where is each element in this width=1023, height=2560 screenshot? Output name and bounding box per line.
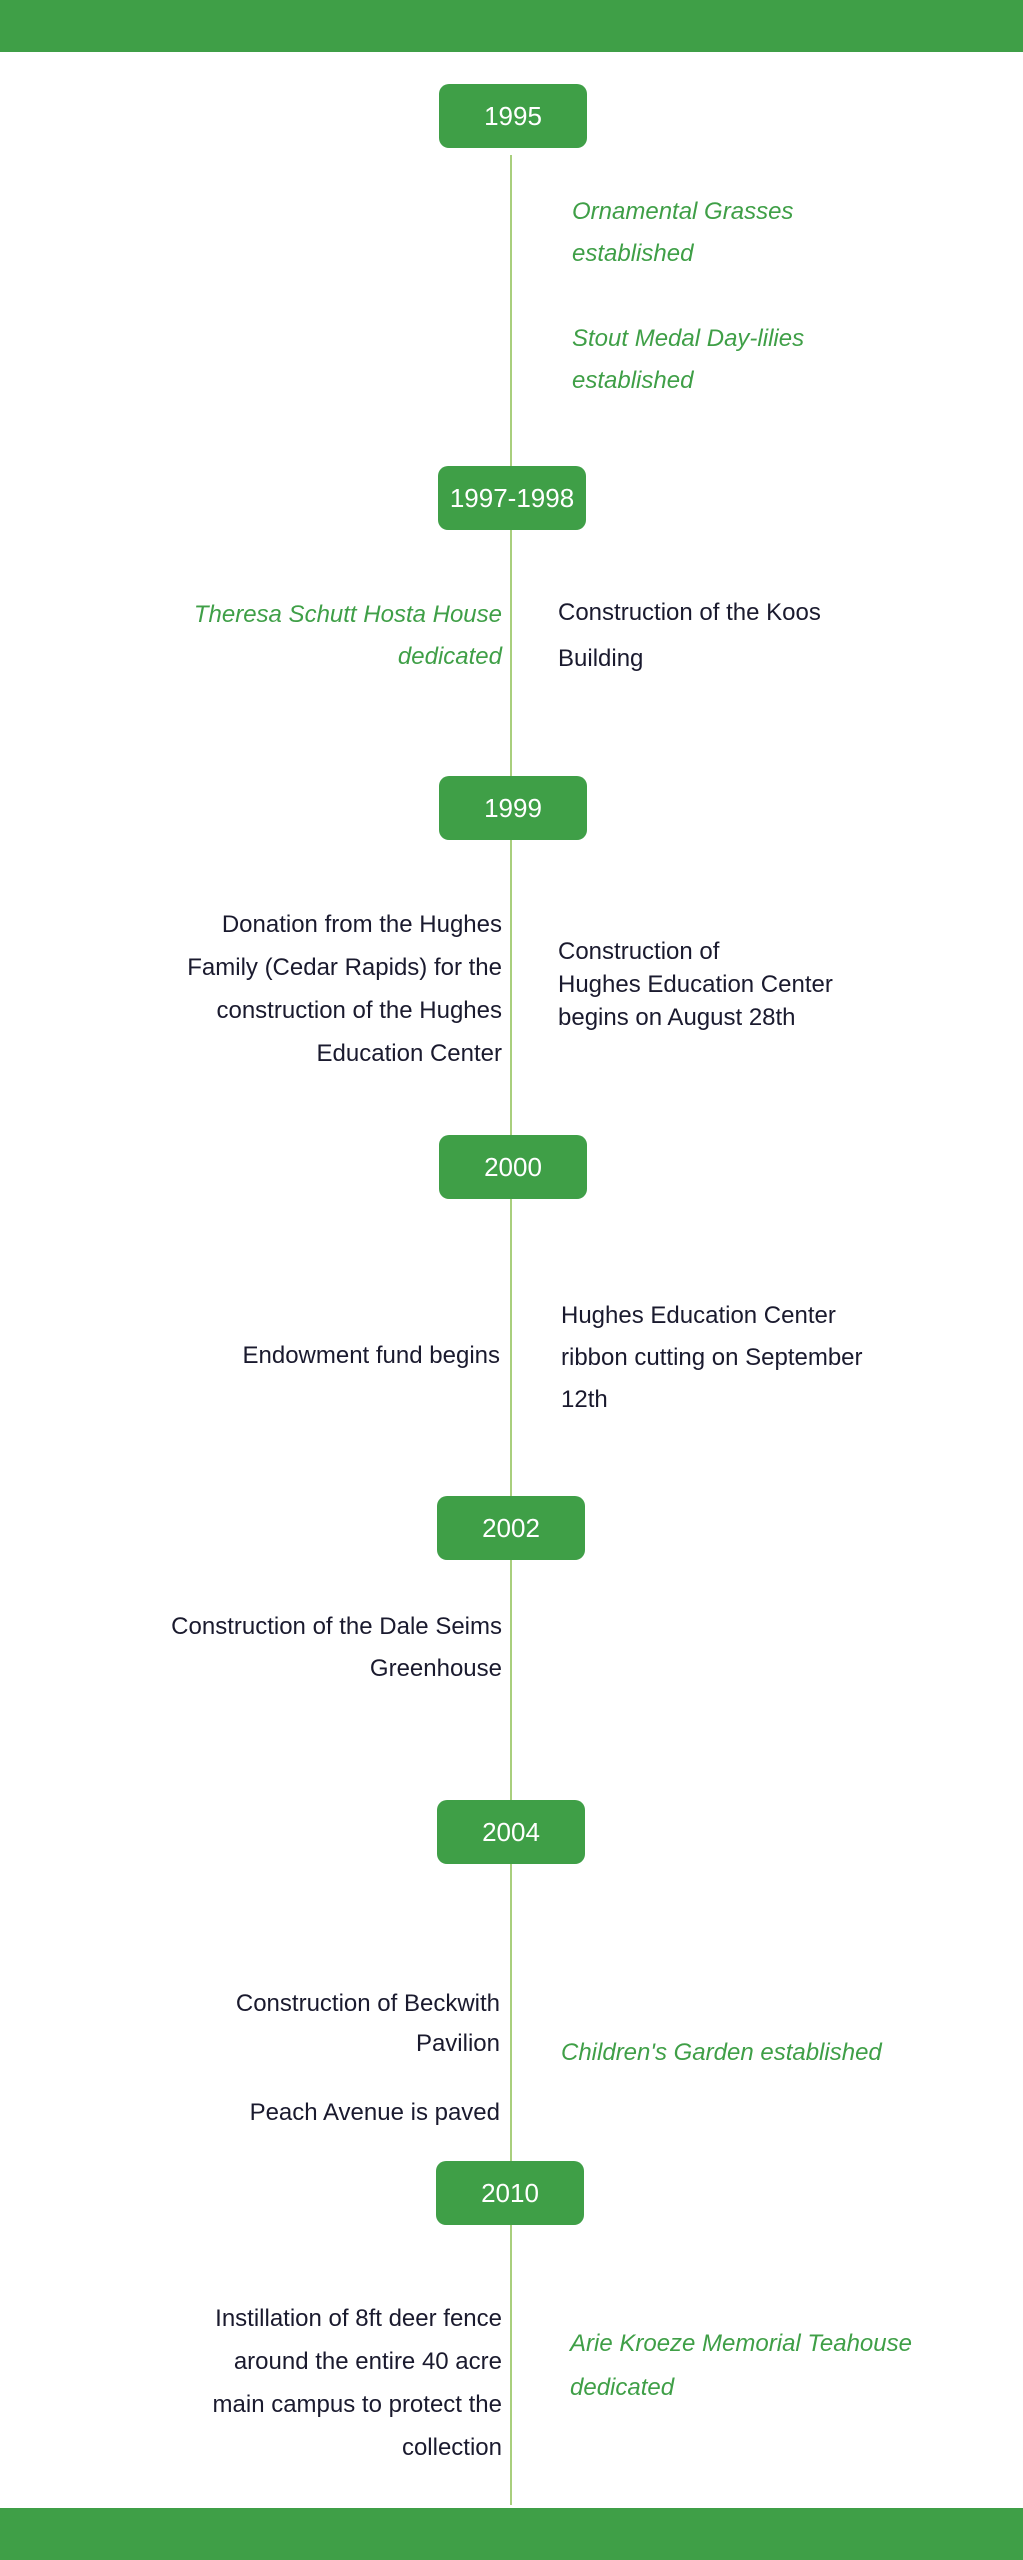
- year-1999: 1999: [439, 776, 587, 840]
- bottom-footer-band: [0, 2508, 1023, 2560]
- entry-1997-koos-building: Construction of the Koos Building: [558, 599, 821, 672]
- year-1995: 1995: [439, 84, 587, 148]
- year-2004: 2004: [437, 1800, 585, 1864]
- entry-1997-hosta-house: Theresa Schutt Hosta House dedicated: [193, 601, 502, 670]
- entry-2010-deer-fence: Instillation of 8ft deer fence around the entire 40 acre main campus to protect the collection: [212, 2305, 502, 2461]
- year-2000: 2000: [439, 1135, 587, 1199]
- top-header-band: [0, 0, 1023, 52]
- entry-2004-peach-avenue: Peach Avenue is paved: [249, 2099, 500, 2126]
- year-1997-1998: 1997-1998: [438, 466, 586, 530]
- year-2010: 2010: [436, 2161, 584, 2225]
- entry-1999-hughes-construction: Construction of Hughes Education Center begins on August 28th: [558, 938, 833, 1031]
- entry-2004-beckwith-pavilion: Construction of Beckwith Pavilion: [235, 1990, 500, 2057]
- entry-2002-dale-seims-greenhouse: Construction of the Dale Seims Greenhouse: [171, 1613, 502, 1682]
- entry-2004-childrens-garden: Children's Garden established: [561, 2039, 882, 2066]
- entry-1999-hughes-donation: Donation from the Hughes Family (Cedar Rapids) for the construction of the Hughes Education Center: [187, 911, 502, 1067]
- entry-1995-ornamental-grasses: Ornamental Grasses established: [572, 198, 794, 267]
- year-2002: 2002: [437, 1496, 585, 1560]
- entry-1995-stout-medal-daylilies: Stout Medal Day-lilies established: [572, 325, 805, 394]
- entry-2000-ribbon-cutting: Hughes Education Center ribbon cutting on September 12th: [561, 1302, 863, 1413]
- entry-2010-teahouse: Arie Kroeze Memorial Teahouse dedicated: [570, 2330, 912, 2401]
- entry-2000-endowment: Endowment fund begins: [242, 1342, 500, 1369]
